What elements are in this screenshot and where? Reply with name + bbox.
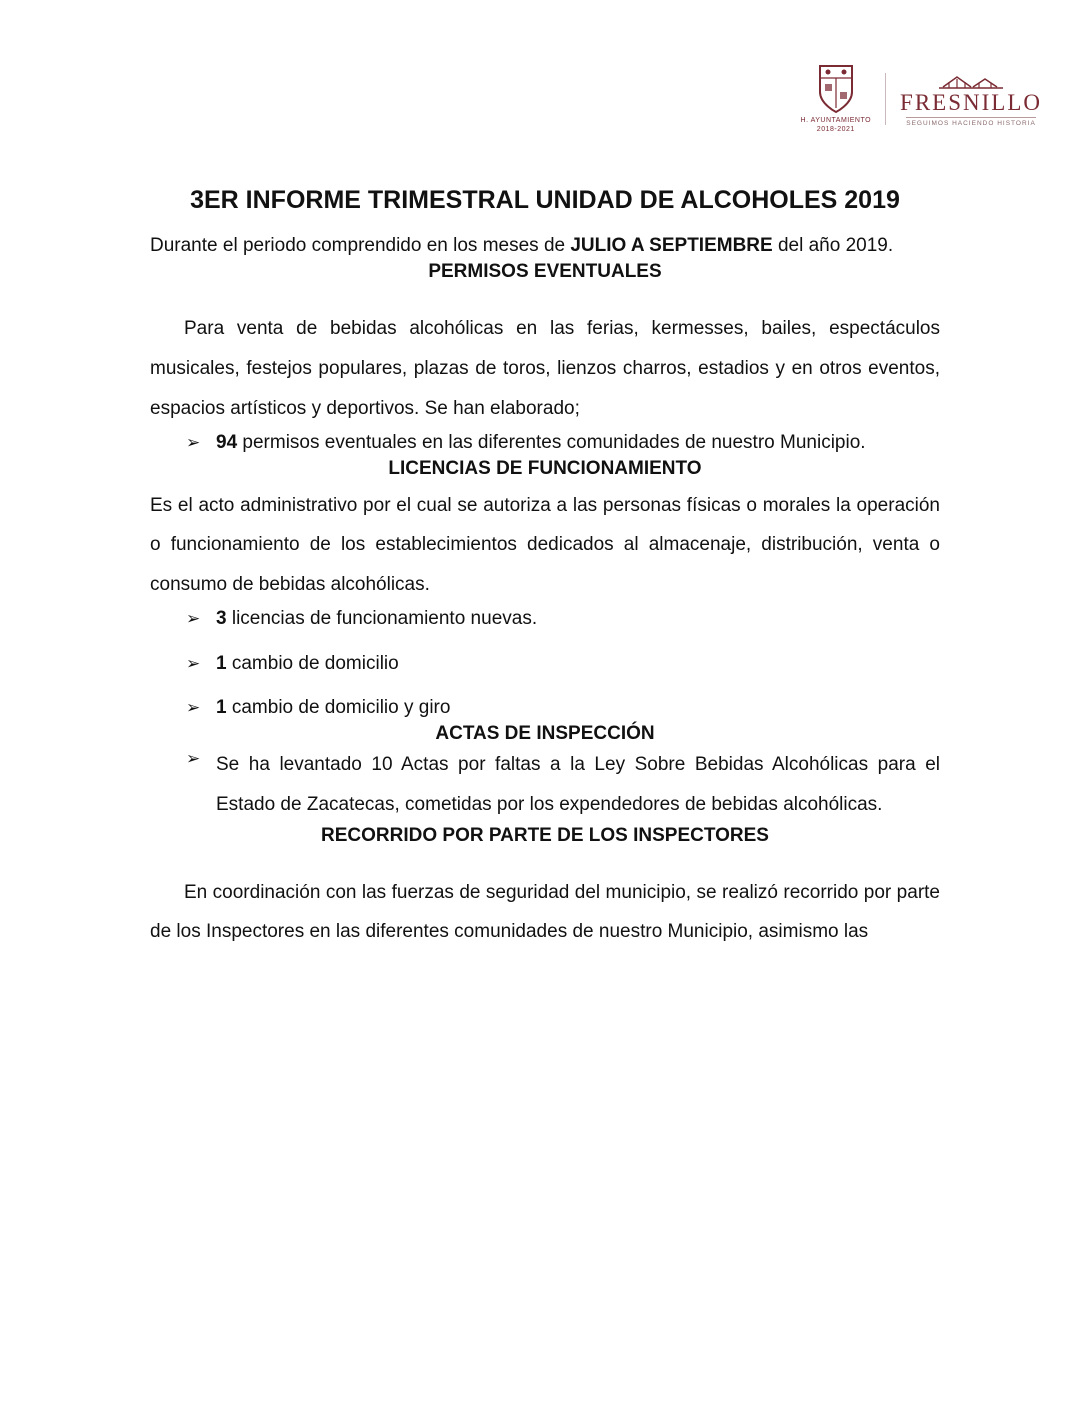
fresnillo-logo	[900, 71, 1042, 127]
arrow-bullet-icon: ➢	[186, 609, 201, 629]
actas-bullet-list	[150, 745, 940, 825]
licencias-bullet-list	[150, 605, 940, 723]
bullet-text	[216, 429, 940, 458]
fresnillo-tagline: SEGUIMOS HACIENDO HISTORIA	[906, 117, 1036, 127]
arrow-bullet-icon: ➢	[186, 653, 201, 673]
page-title: 3ER INFORME TRIMESTRAL UNIDAD DE ALCOHOLES 2019	[190, 186, 900, 214]
bullet-count: 3	[216, 608, 227, 630]
crest-caption	[801, 116, 872, 134]
bullet-count: 1	[216, 652, 227, 674]
logo-divider	[885, 73, 886, 125]
list-item	[186, 650, 940, 679]
section-heading-actas: ACTAS DE INSPECCIÓN	[435, 722, 655, 744]
permisos-paragraph: Para venta de bebidas alcohólicas en las ferias, kermesses, bailes, espectáculos musicales, festejos populares, plazas de toros, lienzos charros, estadios y en otros eventos, espacios artísticos y deportivos. Se han elaborado;	[150, 318, 940, 420]
bullet-label: cambio de domicilio	[226, 652, 399, 674]
bullet-label: Se ha levantado 10 Actas por faltas a la Ley Sobre Bebidas Alcohólicas para el Estado de Zacatecas, cometidas por los expendedores de bebidas alcohólicas.	[216, 753, 940, 815]
arrow-bullet-icon: ➢	[186, 698, 201, 718]
list-item	[186, 745, 940, 825]
list-item	[186, 605, 940, 634]
document-content	[0, 186, 1088, 952]
bullet-text	[216, 745, 940, 825]
section-heading-recorrido: RECORRIDO POR PARTE DE LOS INSPECTORES	[321, 824, 769, 846]
ayuntamiento-crest-logo	[801, 64, 872, 134]
header-logos	[801, 64, 1042, 134]
intro-paragraph	[150, 231, 940, 261]
bullet-text	[216, 605, 940, 634]
bullet-count: 1	[216, 697, 227, 719]
arrow-bullet-icon: ➢	[186, 433, 201, 453]
section-heading-licencias: LICENCIAS DE FUNCIONAMIENTO	[388, 457, 702, 479]
crest-caption-line1: H. AYUNTAMIENTO	[800, 117, 872, 124]
bullet-count: 94	[216, 432, 238, 454]
list-item	[186, 694, 940, 723]
bullet-label: licencias de funcionamiento nuevas.	[226, 608, 538, 630]
intro-text-pre: Durante el periodo comprendido en los meses de	[150, 235, 571, 256]
recorrido-paragraph: En coordinación con las fuerzas de seguridad del municipio, se realizó recorrido por parte de los Inspectores en las diferentes comunidades de nuestro Municipio, asimismo las	[150, 881, 940, 943]
bullet-label: permisos eventuales en las diferentes comunidades de nuestro Municipio.	[237, 432, 866, 454]
bullet-text	[216, 694, 940, 723]
crest-shield-icon	[816, 64, 856, 114]
section-heading-permisos: PERMISOS EVENTUALES	[428, 261, 662, 283]
fresnillo-wordmark: FRESNILLO	[900, 90, 1042, 115]
list-item	[186, 429, 940, 458]
bullet-label: cambio de domicilio y giro	[226, 697, 451, 719]
building-icon	[935, 71, 1007, 91]
licencias-paragraph: Es el acto administrativo por el cual se autoriza a las personas físicas o morales la operación o funcionamiento de los establecimientos dedicados al almacenaje, distribución, venta o consumo de bebidas alcohólicas.	[150, 494, 940, 596]
arrow-bullet-icon: ➢	[186, 748, 201, 768]
intro-bold-range: JULIO A SEPTIEMBRE	[570, 235, 773, 256]
permisos-bullet-list	[150, 429, 940, 458]
bullet-text	[216, 650, 940, 679]
intro-text-post: del año 2019.	[772, 235, 894, 256]
crest-caption-line2: 2018-2021	[816, 126, 855, 133]
